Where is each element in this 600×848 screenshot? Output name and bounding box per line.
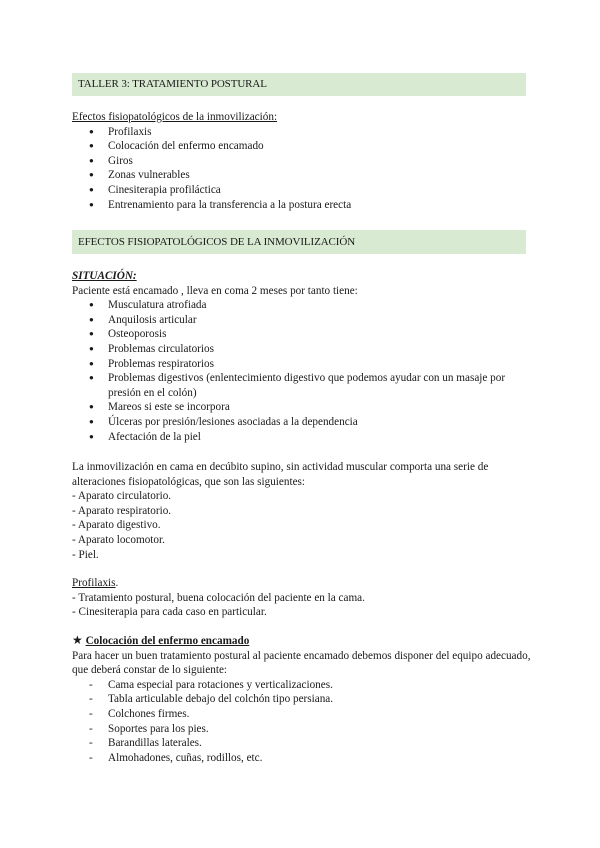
profilaxis-heading-line [72, 576, 532, 591]
inmovilizacion-line: - Aparato locomotor. [72, 533, 165, 546]
inmovilizacion-line: - Aparato circulatorio. [72, 490, 172, 503]
list-item: ● Musculatura atrofiada [72, 298, 532, 313]
colocacion-section [72, 633, 532, 765]
efectos-heading: Efectos fisiopatológicos de la inmovilización: [72, 111, 278, 123]
efectos-section [72, 110, 532, 212]
situacion-intro: Paciente está encamado , lleva en coma 2 meses por tanto tiene: [72, 284, 358, 297]
situacion-heading: SITUACIÓN: [72, 270, 137, 282]
list-item: ● Problemas respiratorios [72, 357, 532, 372]
colocacion-text: Para hacer un buen tratamiento postural al paciente encamado debemos disponer del equipo adecuado, que deberá constar de lo siguiente: [72, 649, 531, 677]
list-item: ● Mareos si este se incorpora [72, 400, 532, 415]
list-item: ● Giros [72, 154, 532, 169]
taller-title-banner: TALLER 3: TRATAMIENTO POSTURAL [72, 73, 526, 96]
profilaxis-heading-suffix: . [115, 577, 119, 589]
list-item: - Almohadones, cuñas, rodillos, etc. [72, 751, 532, 766]
colocacion-heading: Colocación del enfermo encamado [85, 635, 250, 647]
list-item: ● Colocación del enfermo encamado [72, 139, 532, 154]
list-item: - Colchones firmes. [72, 707, 532, 722]
efectos-list [72, 125, 532, 213]
situacion-section [72, 269, 532, 444]
list-item: - Soportes para los pies. [72, 722, 532, 737]
list-item: ● Afectación de la piel [72, 430, 532, 445]
star-icon: ★ [72, 633, 83, 647]
list-item: - Cama especial para rotaciones y verticalizaciones. [72, 678, 532, 693]
profilaxis-section [72, 576, 532, 620]
inmovilizacion-line: - Aparato respiratorio. [72, 504, 172, 517]
list-item: ● Entrenamiento para la transferencia a la postura erecta [72, 198, 532, 213]
colocacion-list [72, 678, 532, 766]
inmovilizacion-line: - Aparato digestivo. [72, 519, 161, 532]
list-item: ● Problemas digestivos (enlentecimiento digestivo que podemos ayudar con un masaje por presión en el colón) [72, 371, 532, 400]
profilaxis-line: - Tratamiento postural, buena colocación del paciente en la cama. [72, 591, 365, 604]
list-item: ● Zonas vulnerables [72, 168, 532, 183]
situacion-list [72, 298, 532, 444]
list-item: ● Problemas circulatorios [72, 342, 532, 357]
inmovilizacion-section [72, 460, 532, 562]
list-item: ● Anquilosis articular [72, 313, 532, 328]
list-item: - Barandillas laterales. [72, 736, 532, 751]
profilaxis-line: - Cinesiterapia para cada caso en particular. [72, 606, 267, 619]
list-item: ● Cinesiterapia profiláctica [72, 183, 532, 198]
list-item: ● Profilaxis [72, 125, 532, 140]
inmovilizacion-line: - Piel. [72, 548, 99, 561]
profilaxis-heading: Profilaxis [72, 577, 116, 589]
list-item: ● Osteoporosis [72, 327, 532, 342]
section2-title-banner: EFECTOS FISIOPATOLÓGICOS DE LA INMOVILIZACIÓN [72, 230, 526, 254]
inmovilizacion-text: La inmovilización en cama en decúbito supino, sin actividad muscular comporta una serie de alteraciones fisiopatológicas, que son las siguientes: [72, 461, 489, 488]
list-item: - Tabla articulable debajo del colchón tipo persiana. [72, 692, 532, 707]
colocacion-heading-line [72, 633, 532, 649]
list-item: ● Úlceras por presión/lesiones asociadas a la dependencia [72, 415, 532, 430]
